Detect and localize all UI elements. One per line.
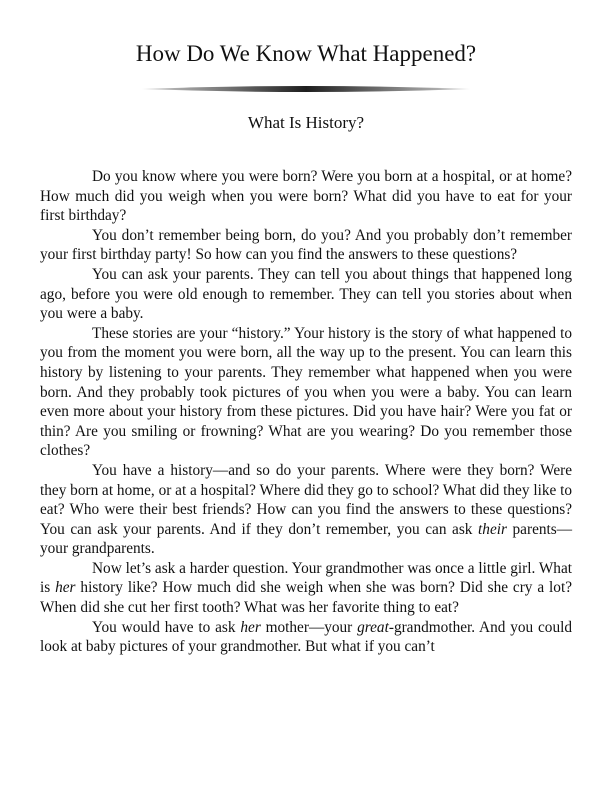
emphasis: her: [240, 618, 261, 636]
paragraph-2: [40, 226, 572, 265]
page-title: How Do We Know What Happened?: [135, 41, 477, 66]
paragraph-text: You can ask your parents. They can tell you about things that happened long ago, before you were old enough to remember. They can tell you stories about when you were a baby.: [40, 265, 572, 323]
paragraph-1: [40, 167, 572, 226]
section-heading: What Is History?: [247, 113, 365, 132]
paragraph-text: Now let’s ask a harder question. Your grandmother was once a little girl. What is: [40, 559, 572, 597]
ornamental-divider: [142, 84, 470, 94]
emphasis: great: [357, 618, 389, 636]
paragraph-5: [40, 461, 572, 559]
paragraph-3: [40, 265, 572, 324]
emphasis: their: [478, 520, 507, 538]
paragraph-7: [40, 618, 572, 657]
body-text: [40, 167, 572, 657]
paragraph-6: [40, 559, 572, 618]
paragraph-text: history like? How much did she weigh when she was born? Did she cry a lot? When did she cut her first tooth? What was her favorite thing to eat?: [40, 579, 572, 617]
paragraph-text: You don’t remember being born, do you? And you probably don’t remember your first birthday party! So how can you find the answers to these questions?: [40, 226, 572, 264]
paragraph-text: mother—your: [260, 618, 358, 636]
paragraph-text: You would have to ask: [92, 618, 241, 636]
emphasis: her: [55, 579, 76, 597]
paragraph-text: Do you know where you were born? Were you born at a hospital, or at home? How much did you weigh when you were born? What did you have to eat for your first birthday?: [40, 168, 572, 225]
paragraph-text: -grandmother. And you could look at baby pictures of your grandmother. But what if you can’t: [40, 618, 572, 656]
paragraph-text: You have a history—and so do your parents. Where were they born? Were they born at home, or at a hospital? Where did they go to school? What did they like to eat? Who were their best friends? How can you find the answers to these questions? You can ask your parents. And if they don’t remember, you can ask: [40, 461, 572, 538]
paragraph-4: [40, 324, 572, 461]
paragraph-text: These stories are your “history.” Your history is the story of what happened to you from the moment you were born, all the way up to the present. You can learn this history by listening to your parents. They remember what happened when you were born. And they probably took pictures of you when you were a baby. You can learn even more about your history from these pictures. Did you have hair? Were you fat or thin? Are you smiling or frowning? What are you wearing? Do you remember those clothes?: [40, 324, 572, 460]
paragraph-text: parents—your grandparents.: [40, 520, 573, 558]
